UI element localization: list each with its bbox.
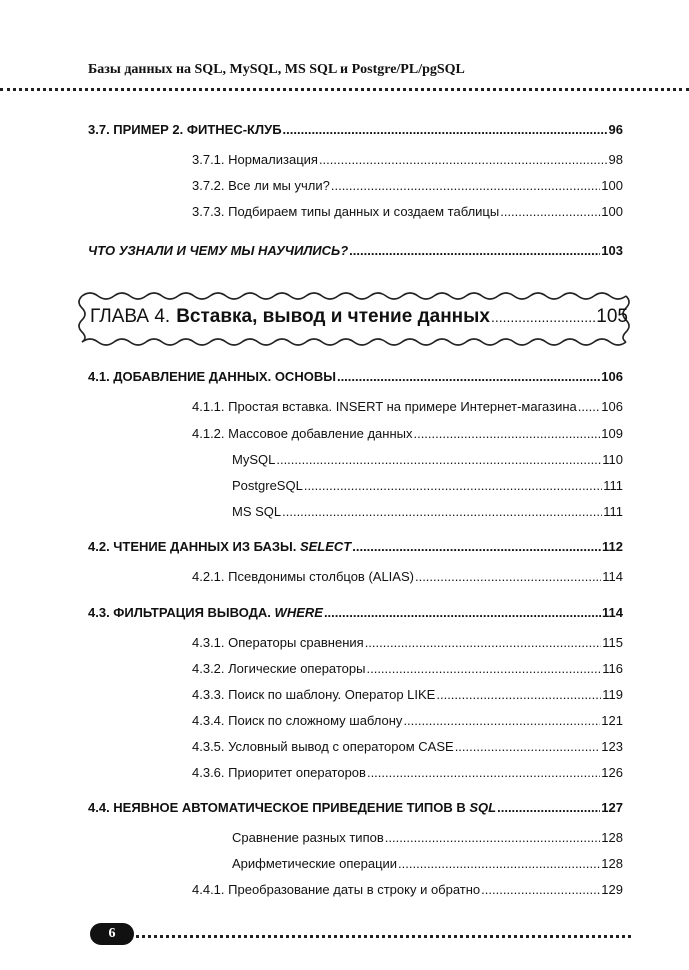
- toc-dot-leader: [385, 830, 601, 846]
- header-dotted-rule: [0, 88, 689, 91]
- toc-dot-leader: [481, 882, 600, 898]
- toc-entry-text: 4.1.2. Массовое добавление данных: [192, 426, 413, 441]
- toc-entry-text: 4.3.1. Операторы сравнения: [192, 635, 364, 650]
- toc-dot-leader: [455, 739, 601, 755]
- toc-dot-leader: [398, 856, 600, 872]
- toc-entry-page: 128: [601, 830, 623, 845]
- toc-entry-mysql[interactable]: [232, 452, 623, 468]
- toc-dot-leader: [436, 687, 601, 703]
- toc-entry-page: 98: [608, 152, 623, 167]
- toc-entry-section-4-2[interactable]: [88, 539, 623, 555]
- toc-entry-4-4-1[interactable]: [192, 882, 623, 898]
- toc-entry-page: 121: [601, 713, 623, 728]
- toc-entry-text: MySQL: [232, 452, 276, 467]
- toc-entry-text: 4.3.2. Логические операторы: [192, 661, 366, 676]
- toc-entry-page: 116: [602, 661, 623, 676]
- toc-entry-page: 115: [602, 635, 623, 650]
- toc-entry-page: 114: [602, 569, 623, 584]
- toc-entry-text: 3.7.2. Все ли мы учли?: [192, 178, 330, 193]
- chapter-title: Вставка, вывод и чтение данных: [176, 306, 490, 327]
- toc-entry-emphasis: SELECT: [299, 539, 352, 554]
- toc-entry-text: ЧТО УЗНАЛИ И ЧЕМУ МЫ НАУЧИЛИСЬ?: [88, 243, 349, 258]
- toc-entry-page: 111: [603, 478, 623, 493]
- toc-dot-leader: [324, 605, 601, 621]
- toc-entry-4-2-1[interactable]: [192, 569, 623, 585]
- toc-dot-leader: [403, 713, 600, 729]
- toc-dot-leader: [337, 369, 600, 385]
- toc-entry-4-3-6[interactable]: [192, 765, 623, 781]
- toc-entry-page: 111: [603, 504, 623, 519]
- toc-entry-page: 96: [608, 122, 623, 137]
- toc-entry-page: 114: [602, 605, 623, 620]
- toc-dot-leader: [331, 178, 600, 194]
- toc-entry-text: Сравнение разных типов: [232, 830, 384, 845]
- toc-dot-leader: [276, 452, 601, 468]
- toc-entry-page: 103: [601, 243, 623, 258]
- toc-dot-leader: [415, 569, 601, 585]
- toc-entry-page: 119: [602, 687, 623, 702]
- chapter-page: 105: [596, 306, 628, 327]
- toc-entry-page: 123: [601, 739, 623, 754]
- running-header: Базы данных на SQL, MySQL, MS SQL и Postgre/PL/pgSQL: [88, 62, 465, 77]
- toc-entry-3-7-1[interactable]: [192, 152, 623, 168]
- toc-entry-section-4-4[interactable]: [88, 800, 623, 816]
- toc-entry-text: 4.3.4. Поиск по сложному шаблону: [192, 713, 403, 728]
- toc-entry-page: 109: [601, 426, 623, 441]
- toc-entry-text: Арифметические операции: [232, 856, 398, 871]
- toc-entry-3-7-3[interactable]: [192, 204, 623, 220]
- toc-entry-text: 4.3.5. Условный вывод с оператором CASE: [192, 739, 454, 754]
- toc-entry-text: 3.7.3. Подбираем типы данных и создаем таблицы: [192, 204, 500, 219]
- toc-dot-leader: [413, 426, 600, 442]
- toc-dot-leader: [319, 152, 608, 168]
- toc-dot-leader: [304, 478, 602, 494]
- toc-entry-page: 100: [601, 178, 623, 193]
- toc-entry-section-4-1[interactable]: [88, 369, 623, 385]
- toc-dot-leader: [365, 635, 602, 651]
- toc-entry-4-3-5[interactable]: [192, 739, 623, 755]
- toc-entry-page: 129: [601, 882, 623, 897]
- toc-dot-leader: [283, 122, 608, 138]
- chapter-label: ГЛАВА 4.: [90, 306, 171, 327]
- toc-entry-text: 4.2. ЧТЕНИЕ ДАННЫХ ИЗ БАЗЫ. SELECT: [88, 539, 352, 554]
- toc-entry-text: 4.3.3. Поиск по шаблону. Оператор LIKE: [192, 687, 436, 702]
- toc-entry-emphasis: SQL: [469, 800, 497, 815]
- toc-entry-emphasis: WHERE: [274, 605, 323, 620]
- toc-entry-text: 4.1. ДОБАВЛЕНИЕ ДАННЫХ. ОСНОВЫ: [88, 369, 336, 384]
- toc-entry-page: 106: [601, 369, 623, 384]
- toc-entry-page: 100: [601, 204, 623, 219]
- toc-entry-page: 126: [601, 765, 623, 780]
- toc-entry-4-3-4[interactable]: [192, 713, 623, 729]
- toc-entry-summary[interactable]: [88, 243, 623, 259]
- toc-entry-4-3-3[interactable]: [192, 687, 623, 703]
- toc-entry-ms-sql[interactable]: [232, 504, 623, 520]
- toc-dot-leader: [497, 800, 600, 816]
- toc-entry-4-3-1[interactable]: [192, 635, 623, 651]
- toc-dot-leader: [500, 204, 600, 220]
- footer-dotted-rule: [136, 935, 631, 938]
- toc-entry-page: 112: [602, 539, 623, 554]
- toc-entry-4-1-1[interactable]: [192, 399, 623, 415]
- toc-entry-text: 4.2.1. Псевдонимы столбцов (ALIAS): [192, 569, 414, 584]
- toc-entry-4-3-2[interactable]: [192, 661, 623, 677]
- toc-dot-leader: [491, 309, 595, 325]
- page-number-badge: 6: [90, 923, 134, 945]
- toc-dot-leader: [349, 243, 600, 259]
- toc-entry-text: 4.1.1. Простая вставка. INSERT на примере Интернет-магазина: [192, 399, 577, 414]
- toc-dot-leader: [367, 765, 600, 781]
- toc-entry-page: 110: [602, 452, 623, 467]
- toc-entry-text: 4.4. НЕЯВНОЕ АВТОМАТИЧЕСКОЕ ПРИВЕДЕНИЕ ТИПОВ В SQL: [88, 800, 497, 815]
- toc-entry-section-4-3[interactable]: [88, 605, 623, 621]
- toc-entry-page: 128: [601, 856, 623, 871]
- toc-entry-3-7-2[interactable]: [192, 178, 623, 194]
- toc-entry-type-comparison[interactable]: [232, 830, 623, 846]
- toc-entry-text: 4.3.6. Приоритет операторов: [192, 765, 366, 780]
- toc-entry-text: MS SQL: [232, 504, 282, 519]
- chapter-heading[interactable]: [90, 306, 628, 328]
- toc-entry-section-3-7[interactable]: [88, 122, 623, 138]
- toc-entry-page: 127: [601, 800, 623, 815]
- toc-entry-arithmetic[interactable]: [232, 856, 623, 872]
- toc-entry-text: 3.7.1. Нормализация: [192, 152, 318, 167]
- toc-entry-page: 106: [601, 399, 623, 414]
- toc-entry-postgresql[interactable]: [232, 478, 623, 494]
- toc-entry-text: 4.4.1. Преобразование даты в строку и обратно: [192, 882, 481, 897]
- toc-entry-4-1-2[interactable]: [192, 426, 623, 442]
- toc-dot-leader: [578, 399, 601, 415]
- toc-dot-leader: [366, 661, 601, 677]
- toc-entry-text: 4.3. ФИЛЬТРАЦИЯ ВЫВОДА. WHERE: [88, 605, 323, 620]
- toc-entry-text: 3.7. ПРИМЕР 2. ФИТНЕС-КЛУБ: [88, 122, 282, 137]
- toc-dot-leader: [352, 539, 601, 555]
- toc-entry-text: PostgreSQL: [232, 478, 303, 493]
- toc-dot-leader: [282, 504, 602, 520]
